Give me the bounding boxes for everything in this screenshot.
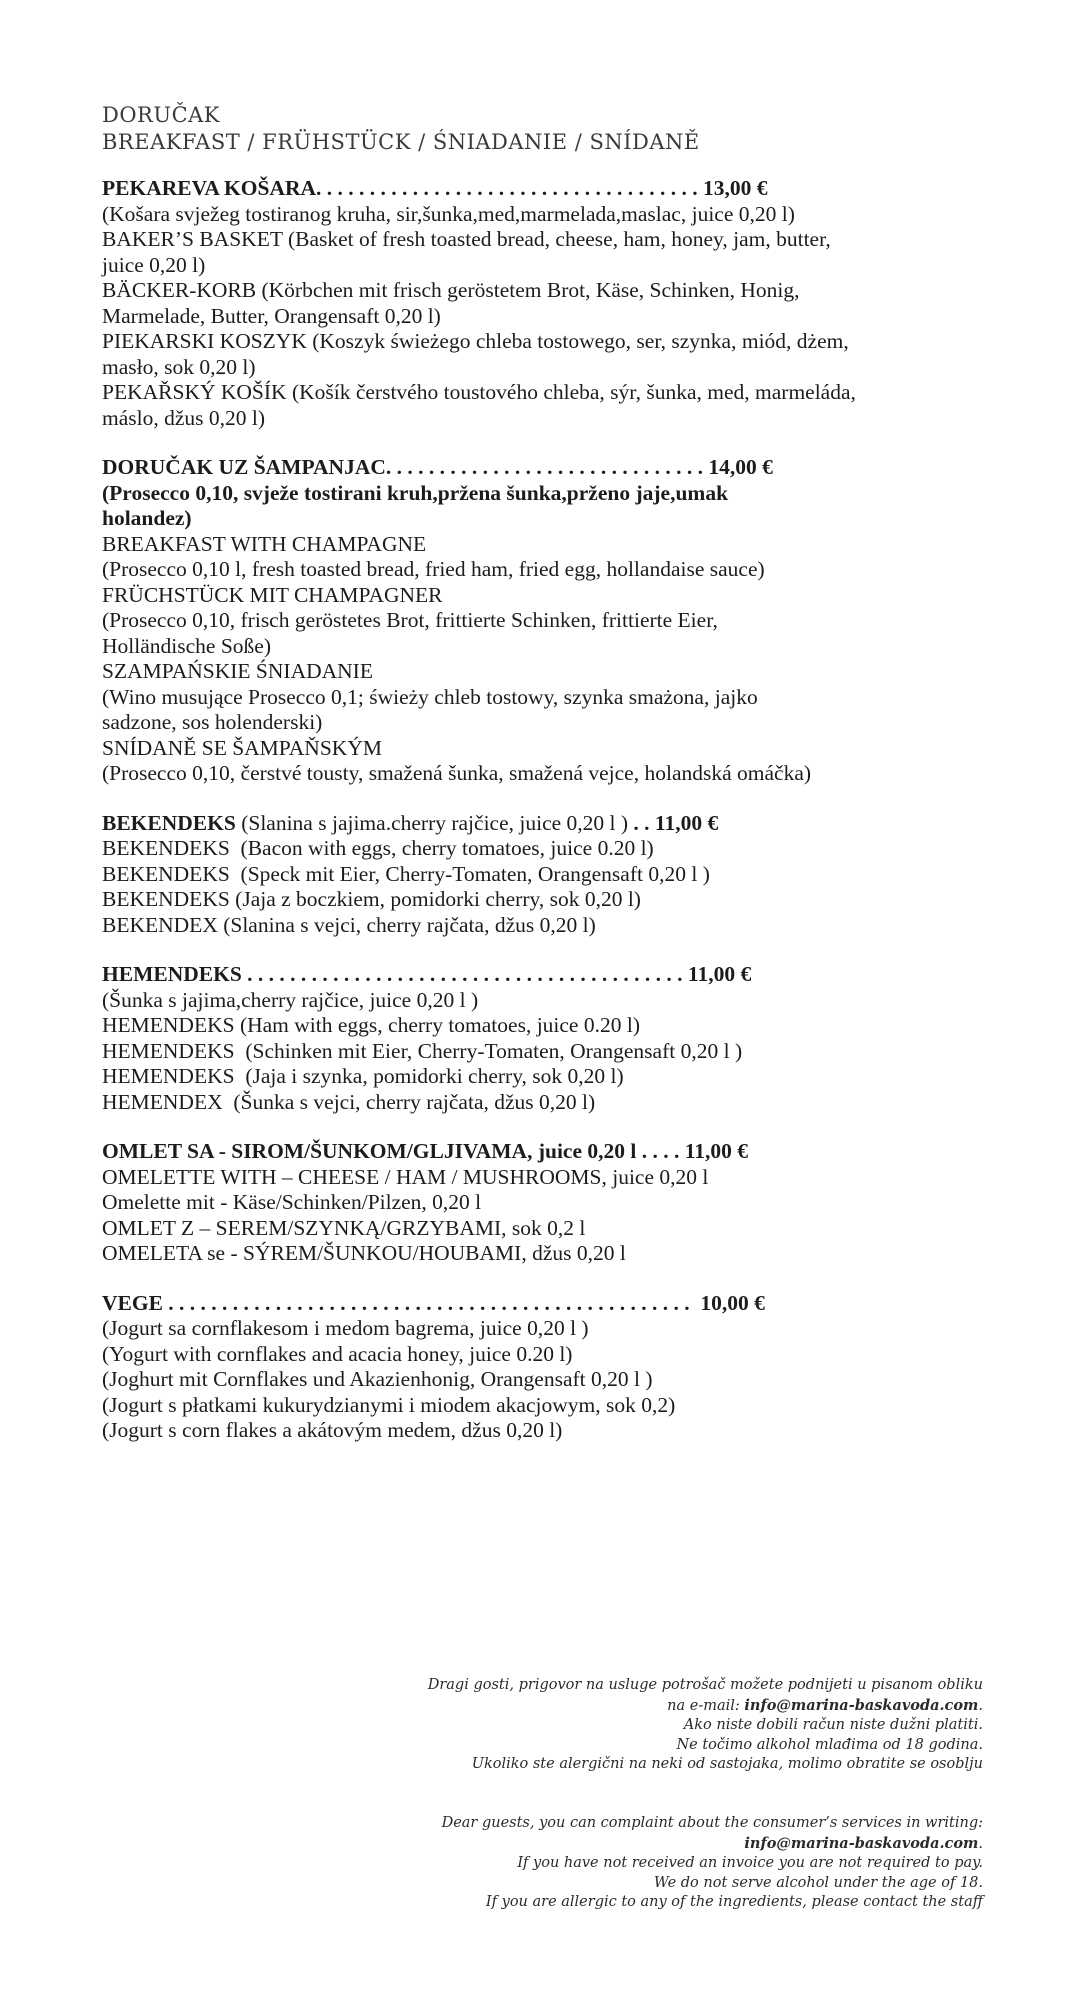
menu-item-line: BEKENDEKS (Speck mit Eier, Cherry-Tomaten, Orangensaft 0,20 l ) — [102, 861, 710, 886]
menu-item-line: (Jogurt s płatkami kukurydzianymi i miodem akacjowym, sok 0,2) — [102, 1392, 676, 1417]
footer-en-line4: We do not serve alcohol under the age of 18. — [653, 1874, 983, 1891]
footer-english — [343, 1814, 983, 1913]
menu-item-line: (Yogurt with cornflakes and acacia honey, juice 0.20 l) — [102, 1341, 573, 1366]
menu-item-line: Holländische Soße) — [102, 633, 271, 658]
menu-item-line: OMLET Z – SEREM/SZYNKĄ/GRZYBAMI, sok 0,2 l — [102, 1215, 586, 1240]
menu-heading — [102, 102, 982, 156]
menu-item-line: PIEKARSKI KOSZYK (Koszyk świeżego chleba tostowego, ser, szynka, miód, dżem, — [102, 329, 849, 353]
footer-hr-line4: Ne točimo alkohol mlađima od 18 godina. — [676, 1736, 983, 1753]
menu-item-line: holandez) — [102, 506, 192, 530]
menu-item-line: BÄCKER-KORB (Körbchen mit frisch geröstetem Brot, Käse, Schinken, Honig, — [102, 278, 800, 302]
menu-item-line: (Wino musujące Prosecco 0,1; świeży chleb tostowy, szynka smażona, jajko — [102, 684, 758, 709]
menu-item-name: BEKENDEKS — [102, 810, 236, 835]
menu-item — [102, 176, 982, 431]
menu-item-line: HEMENDEKS (Schinken mit Eier, Cherry-Tomaten, Orangensaft 0,20 l ) — [102, 1038, 743, 1063]
menu-item-line: HEMENDEKS (Ham with eggs, cherry tomatoes, juice 0.20 l) — [102, 1013, 640, 1037]
menu-item-line: (Prosecco 0,10 l, fresh toasted bread, fried ham, fried egg, hollandaise sauce) — [102, 557, 765, 581]
footer-croatian — [343, 1676, 983, 1775]
menu-item-line: (Košara svježeg tostiranog kruha, sir,šunka,med,marmelada,maslac, juice 0,20 l) — [102, 201, 795, 226]
menu-item-line: SNÍDANĚ SE ŠAMPAŇSKÝM — [102, 735, 382, 760]
menu-item-line: OMLET SA - SIROM/ŠUNKOM/GLJIVAMA, juice 0,20 l . . . . 11,00 € — [102, 1139, 749, 1163]
menu-page — [102, 102, 982, 1468]
menu-item-line: VEGE . . . . . . . . . . . . . . . . . . . . . . . . . . . . . . . . . . . . . . . . . . . . . . . . . 10,00 € — [102, 1290, 765, 1315]
menu-item-line: OMELETTE WITH – CHEESE / HAM / MUSHROOMS, juice 0,20 l — [102, 1164, 709, 1189]
heading-subtitle: BREAKFAST / FRÜHSTÜCK / ŚNIADANIE / SNÍDANĚ — [102, 130, 700, 154]
menu-item-line: FRÜCHSTÜCK MIT CHAMPAGNER — [102, 582, 443, 607]
menu-item-line: masło, sok 0,20 l) — [102, 354, 256, 379]
menu-item-line: (Joghurt mit Cornflakes und Akazienhonig, Orangensaft 0,20 l ) — [102, 1367, 653, 1391]
menu-item-line: (Prosecco 0,10, svježe tostirani kruh,pržena šunka,prženo jaje,umak — [102, 480, 729, 505]
menu-item — [102, 811, 982, 939]
menu-items — [102, 176, 982, 1444]
footer-hr-line1: Dragi gosti, prigovor na usluge potrošač možete podnijeti u pisanom obliku — [427, 1677, 983, 1693]
menu-item-line: (Jogurt sa cornflakesom i medom bagrema, juice 0,20 l ) — [102, 1316, 589, 1340]
menu-item-line: BEKENDEKS (Jaja z boczkiem, pomidorki cherry, sok 0,20 l) — [102, 887, 641, 911]
menu-item — [102, 455, 982, 787]
footer-hr-email-suffix: . — [978, 1697, 983, 1714]
menu-item-line: Marmelade, Butter, Orangensaft 0,20 l) — [102, 303, 441, 328]
menu-item-line: PEKAŘSKÝ KOŠÍK (Košík čerstvého toustového chleba, sýr, šunka, med, marmeláda, — [102, 380, 856, 404]
menu-item — [102, 1139, 982, 1267]
menu-item-line: OMELETA se - SÝREM/ŠUNKOU/HOUBAMI, džus 0,20 l — [102, 1241, 626, 1265]
footer-hr-line5: Ukoliko ste alergični na neki od sastojaka, molimo obratite se osoblju — [471, 1756, 983, 1772]
menu-item-line: (Šunka s jajima,cherry rajčice, juice 0,20 l ) — [102, 987, 479, 1012]
menu-item-line: BREAKFAST WITH CHAMPAGNE — [102, 531, 427, 556]
menu-item — [102, 962, 982, 1115]
menu-item-line: BEKENDEX (Slanina s vejci, cherry rajčata, džus 0,20 l) — [102, 912, 596, 937]
menu-item-line: HEMENDEX (Šunka s vejci, cherry rajčata, džus 0,20 l) — [102, 1089, 596, 1114]
menu-item-line: Omelette mit - Käse/Schinken/Pilzen, 0,20 l — [102, 1190, 482, 1214]
footer-en-line1: Dear guests, you can complaint about the consumer’s services in writing: — [441, 1815, 983, 1831]
menu-item-line: (Prosecco 0,10, čerstvé tousty, smažená šunka, smažená vejce, holandská omáčka) — [102, 761, 812, 785]
menu-item-line: PEKAREVA KOŠARA. . . . . . . . . . . . . . . . . . . . . . . . . . . . . . . . . . . . 13,00 € — [102, 176, 768, 200]
footer-en-line5: If you are allergic to any of the ingredients, please contact the staff — [485, 1894, 983, 1910]
menu-item-line: HEMENDEKS . . . . . . . . . . . . . . . . . . . . . . . . . . . . . . . . . . . . . . . . . 11,00 € — [102, 962, 752, 986]
footer-en-line3: If you have not received an invoice you are not required to pay. — [517, 1855, 983, 1871]
menu-item — [102, 1291, 982, 1444]
menu-item-line: SZAMPAŃSKIE ŚNIADANIE — [102, 659, 373, 683]
menu-item-line: BEKENDEKS (Bacon with eggs, cherry tomatoes, juice 0.20 l) — [102, 836, 654, 860]
menu-item-line: BAKER’S BASKET (Basket of fresh toasted bread, cheese, ham, honey, jam, butter, — [102, 227, 831, 251]
footer-hr-line3: Ako niste dobili račun niste dužni platiti. — [683, 1717, 983, 1733]
menu-item-price: . . 11,00 € — [633, 810, 719, 835]
menu-item-line: HEMENDEKS (Jaja i szynka, pomidorki cherry, sok 0,20 l) — [102, 1064, 624, 1088]
menu-item-line: juice 0,20 l) — [102, 252, 206, 277]
menu-item-line: sadzone, sos holenderski) — [102, 710, 323, 734]
footer-hr-email-prefix: na e-mail: — [667, 1697, 745, 1714]
menu-item-line: DORUČAK UZ ŠAMPANJAC. . . . . . . . . . . . . . . . . . . . . . . . . . . . . . 14,00 € — [102, 455, 773, 479]
footer-hr-email: info@marina-baskavoda.com — [744, 1696, 979, 1714]
menu-item-line: (Jogurt s corn flakes a akátovým medem, džus 0,20 l) — [102, 1418, 563, 1442]
heading-title: DORUČAK — [102, 103, 220, 127]
footer-en-email-suffix: . — [978, 1835, 983, 1852]
menu-item-line: máslo, džus 0,20 l) — [102, 405, 266, 430]
footer-en-email: info@marina-baskavoda.com — [744, 1834, 979, 1852]
menu-item-description: (Slanina s jajima.cherry rajčice, juice 0,20 l ) — [235, 810, 634, 835]
footer-hr-line2 — [343, 1696, 983, 1717]
menu-item-line: (Prosecco 0,10, frisch geröstetes Brot, frittierte Schinken, frittierte Eier, — [102, 608, 718, 632]
footer-en-line2 — [343, 1834, 983, 1855]
menu-item-title-line — [102, 811, 982, 837]
